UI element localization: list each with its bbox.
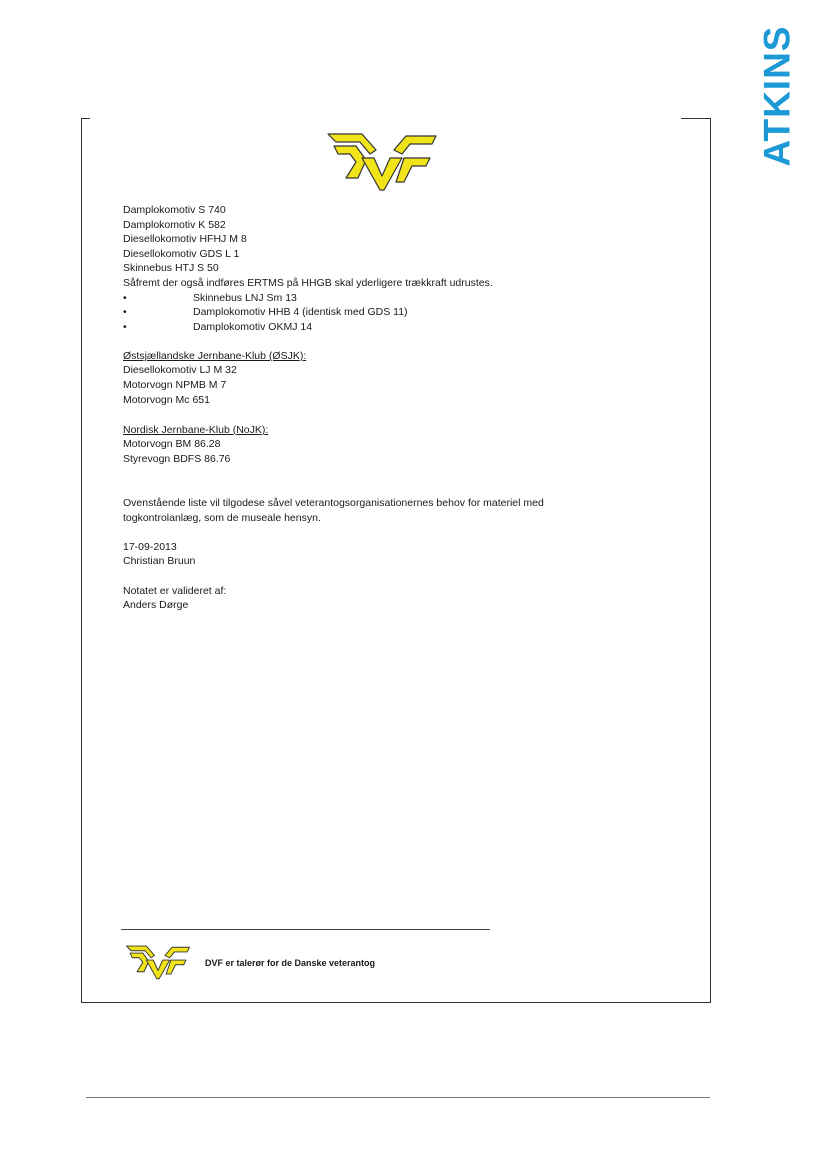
- list-item: Skinnebus HTJ S 50: [123, 262, 219, 274]
- footer-separator: [121, 929, 490, 930]
- list-item: Damplokomotiv S 740: [123, 204, 226, 216]
- section-heading-nojk: Nordisk Jernbane-Klub (NoJK):: [123, 424, 269, 436]
- footer-text: DVF er talerør for de Danske veterantog: [205, 958, 376, 968]
- list-item: Damplokomotiv K 582: [123, 219, 226, 231]
- frame-corner-left: [81, 118, 90, 119]
- dvf-logo-icon: [322, 128, 442, 198]
- bullet-item: Damplokomotiv OKMJ 14: [193, 321, 313, 333]
- bullet-icon: •: [123, 292, 127, 304]
- list-item: Diesellokomotiv LJ M 32: [123, 364, 237, 376]
- date: 17-09-2013: [123, 541, 177, 553]
- page-footer-rule: [86, 1097, 710, 1098]
- section-heading-osjk: Østsjællandske Jernbane-Klub (ØSJK):: [123, 350, 307, 362]
- validated-label: Notatet er valideret af:: [123, 585, 227, 597]
- dvf-footer-logo-icon: [123, 940, 193, 986]
- atkins-logo-text: ATKINS: [756, 25, 798, 167]
- paragraph-ertms: Såfremt der også indføres ERTMS på HHGB skal yderligere trækkraft udrustes.: [123, 277, 493, 289]
- bullet-icon: •: [123, 306, 127, 318]
- list-item: Diesellokomotiv HFHJ M 8: [123, 233, 247, 245]
- list-item: Motorvogn Mc 651: [123, 394, 210, 406]
- list-item: Motorvogn NPMB M 7: [123, 379, 227, 391]
- closing-paragraph-line: togkontrolanlæg, som de museale hensyn.: [123, 512, 321, 524]
- bullet-icon: •: [123, 321, 127, 333]
- author: Christian Bruun: [123, 555, 196, 567]
- list-item: Styrevogn BDFS 86.76: [123, 453, 231, 465]
- frame-corner-right: [681, 118, 711, 119]
- atkins-logo: [747, 25, 807, 167]
- list-item: Diesellokomotiv GDS L 1: [123, 248, 240, 260]
- closing-paragraph-line: Ovenstående liste vil tilgodese såvel veterantogsorganisationernes behov for materiel med: [123, 497, 544, 509]
- bullet-item: Damplokomotiv HHB 4 (identisk med GDS 11): [193, 306, 408, 318]
- list-item: Motorvogn BM 86.28: [123, 438, 221, 450]
- validator: Anders Dørge: [123, 599, 189, 611]
- bullet-item: Skinnebus LNJ Sm 13: [193, 292, 297, 304]
